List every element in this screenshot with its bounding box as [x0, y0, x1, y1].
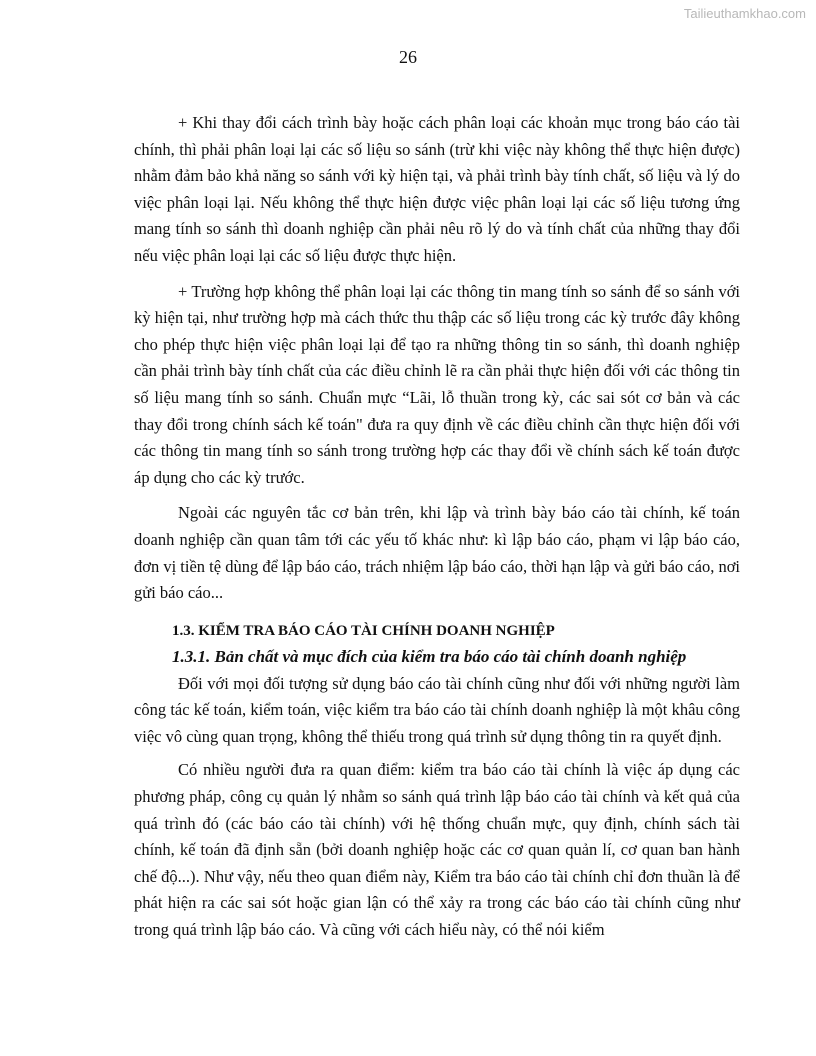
page-number: 26 — [399, 47, 417, 67]
watermark: Tailieuthamkhao.com — [683, 6, 806, 21]
paragraph-definition: Có nhiều người đưa ra quan điểm: kiểm tra báo cáo tài chính là việc áp dụng các phương pháp, công cụ quản lý nhằm so sánh quá trình lập báo cáo tài chính và kết quả của quá trình đó (các báo cáo tài chính) với hệ thống chuẩn mực, quy định, chính sách tài chính, kế toán đã định sẵn (bởi doanh nghiệp hoặc các cơ quan quản lí, cơ quan ban hành chế độ...). Như vậy, nếu theo quan điểm này, Kiểm tra báo cáo tài chính chỉ đơn thuần là để phát hiện ra các sai sót hoặc gian lận có thể xảy ra trong các báo cáo tài chính cũng như trong quá trình lập báo cáo. Và cũng với cách hiểu này, có thể nói kiểm — [134, 760, 740, 940]
paragraph-other-factors: Ngoài các nguyên tắc cơ bản trên, khi lập và trình bày báo cáo tài chính, kế toán doanh nghiệp cần quan tâm tới các yếu tố khác như: kì lập báo cáo, phạm vi lập báo cáo, đơn vị tiền tệ dùng để lập báo cáo, trách nhiệm lập báo cáo, thời hạn lập và gửi báo cáo, nơi gửi báo cáo... — [134, 503, 741, 603]
subsection-heading: 1.3.1. Bản chất và mục đích của kiểm tra báo cáo tài chính doanh nghiệp — [172, 646, 687, 666]
paragraph-importance: Đối với mọi đối tượng sử dụng báo cáo tài chính cũng như đối với những người làm công tác kế toán, kiểm toán, việc kiểm tra báo cáo tài chính doanh nghiệp là một khâu công việc vô cùng quan trọng, không thể thiếu trong quá trình sử dụng thông tin ra quyết định. — [134, 673, 740, 746]
paragraph-comparative-info: + Trường hợp không thể phân loại lại các thông tin mang tính so sánh để so sánh với kỳ hiện tại, như trường hợp mà cách thức thu thập các số liệu trong các kỳ trước đây không cho phép thực hiện việc phân loại lại để tạo ra những thông tin so sánh, thì doanh nghiệp cần phải trình bày tính chất của các điều chỉnh lẽ ra cần phải thực hiện đối với các thông tin số liệu mang tính so sánh. Chuẩn mực “Lãi, lỗ thuần trong kỳ, các sai sót cơ bản và các thay đổi trong chính sách kế toán" đưa ra quy định về các điều chỉnh cần thực hiện đối với các thông tin mang tính so sánh trong trường hợp các thay đổi về chính sách kế toán được áp dụng cho các kỳ trước. — [134, 281, 740, 487]
document-body — [134, 110, 740, 951]
paragraph-reclassification: + Khi thay đổi cách trình bày hoặc cách phân loại các khoản mục trong báo cáo tài chính, thì phải phân loại lại các số liệu so sánh (trừ khi việc này không thể thực hiện được) nhằm đảm bảo khả năng so sánh với kỳ hiện tại, và phải trình bày tính chất, số liệu và lý do việc phân loại lại. Nếu không thể thực hiện được việc phân loại lại các số liệu tương ứng mang tính so sánh thì doanh nghiệp cần phải nêu rõ lý do và tính chất của những thay đổi nếu việc phân loại lại các số liệu được thực hiện. — [134, 113, 740, 265]
section-heading: 1.3. KIỂM TRA BÁO CÁO TÀI CHÍNH DOANH NGHIỆP — [172, 622, 555, 639]
